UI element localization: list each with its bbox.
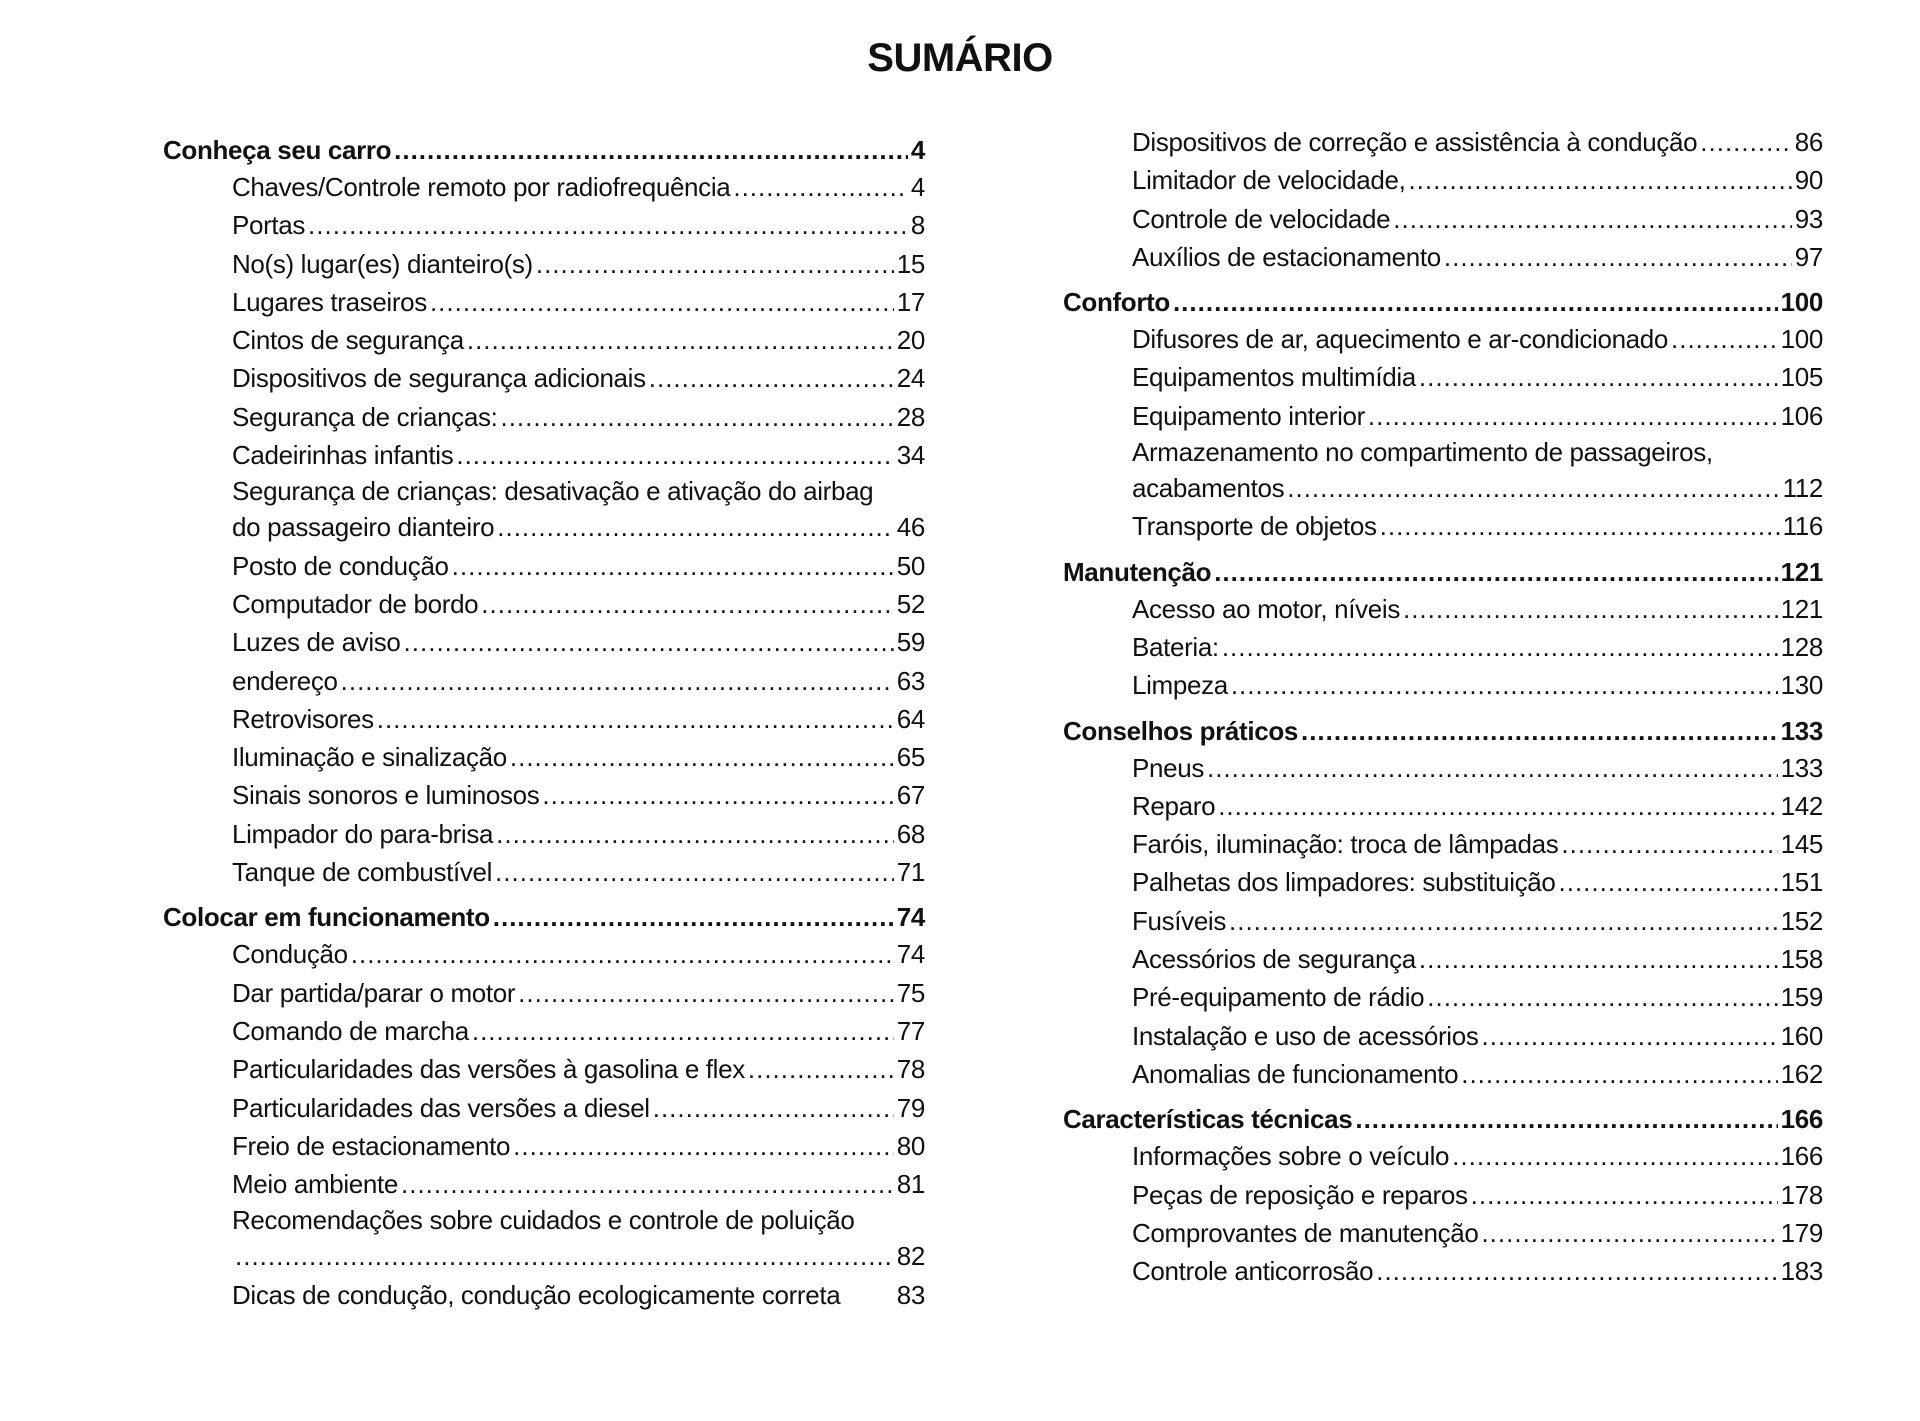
toc-entry[interactable] [163,815,925,853]
toc-row[interactable] [163,1012,925,1050]
entry-title: Comprovantes de manutenção [1132,1217,1479,1248]
entry-title: Cadeirinhas infantis [232,440,454,471]
toc-entry[interactable] [1063,863,1823,901]
toc-row[interactable] [1063,276,1823,320]
dot-leader [430,283,894,321]
toc-row[interactable] [163,1050,925,1088]
entry-title: Cintos de segurança [232,325,464,356]
entry-title: Bateria: [1132,631,1219,662]
toc-row[interactable] [163,1127,925,1165]
section-title: Colocar em funcionamento [163,902,490,933]
dot-leader [1561,825,1777,863]
page-number: 80 [896,1130,925,1161]
toc-entry[interactable] [163,359,925,397]
toc-row[interactable] [163,853,925,891]
entry-title: Computador de bordo [232,588,479,619]
page-number: 83 [896,1279,925,1310]
entry-title: acabamentos [1132,473,1285,504]
dot-leader [1427,978,1777,1016]
toc-entry[interactable] [163,1089,925,1127]
page-number: 183 [1780,1256,1823,1287]
entry-title: Transporte de objetos [1132,511,1377,542]
entry-title: Posto de condução [232,550,449,581]
entry-title: Peças de reposição e reparos [1132,1179,1468,1210]
dot-leader [1222,628,1778,666]
entry-title: Acessórios de segurança [1132,944,1416,975]
toc-entry[interactable] [1063,590,1823,628]
dot-leader [1408,161,1791,199]
dot-leader [1403,590,1778,628]
dot-leader [1376,1252,1777,1290]
entry-title: Instalação e uso de acessórios [1132,1020,1479,1051]
toc-entry[interactable] [1063,435,1823,507]
toc-row[interactable] [1063,787,1823,825]
toc-entry[interactable] [1063,902,1823,940]
toc-row[interactable] [1063,238,1823,276]
dot-leader [1452,1137,1777,1175]
entry-title: Meio ambiente [232,1169,398,1200]
entry-title: Limpador do para-brisa [232,818,494,849]
toc-entry[interactable] [1063,1176,1823,1214]
dot-leader [536,245,894,283]
page-number: 50 [896,550,925,581]
toc-entry[interactable] [163,1203,925,1275]
toc-entry[interactable] [1063,1017,1823,1055]
toc-row[interactable] [163,935,925,973]
page-number: 34 [896,440,925,471]
page-number: 166 [1780,1104,1823,1135]
toc-row[interactable] [163,1089,925,1127]
toc-row[interactable] [1063,161,1823,199]
dot-leader [493,895,894,939]
toc-entry[interactable] [1063,749,1823,787]
dot-leader [308,206,908,244]
page-number: 75 [896,977,925,1008]
dot-leader [452,547,894,585]
toc-entry[interactable] [163,662,925,700]
toc-entry[interactable] [163,974,925,1012]
entry-title: Sinais sonoros e luminosos [232,780,540,811]
entry-title: Dicas de condução, condução ecologicamente correta [232,1279,841,1310]
toc-row[interactable] [1063,507,1823,545]
page-number: 15 [896,248,925,279]
entry-title: Controle de velocidade [1132,203,1391,234]
toc-entry[interactable] [163,321,925,359]
page-number: 159 [1780,982,1823,1013]
dot-leader [497,508,894,546]
dot-leader [1482,1017,1778,1055]
toc-row[interactable] [163,398,925,436]
entry-title: Portas [232,210,306,241]
toc-row[interactable] [1063,1055,1823,1093]
page-number: 86 [1794,127,1823,157]
entry-title: Dispositivos de segurança adicionais [232,363,646,394]
dot-leader [1173,280,1778,324]
section-title: Conheça seu carro [163,135,392,165]
entry-title: Dar partida/parar o motor [232,977,516,1008]
dot-leader [649,359,894,397]
toc-entry[interactable] [163,623,925,661]
entry-title: Equipamentos multimídia [1132,362,1416,393]
toc-row[interactable] [163,891,925,935]
page-number: 20 [896,325,925,356]
toc-entry[interactable] [163,1050,925,1088]
toc-entry[interactable] [1063,628,1823,666]
toc-row[interactable] [163,168,925,206]
page-number: 100 [1780,287,1823,318]
page-number: 133 [1780,715,1823,746]
dot-leader [1471,1176,1778,1214]
page-number: 63 [896,665,925,696]
toc-row[interactable] [163,508,925,546]
toc-row[interactable] [1063,749,1823,787]
page-number: 4 [910,172,925,202]
entry-title: Segurança de crianças: [232,401,498,432]
page-number: 121 [1780,556,1823,587]
section-title: Manutenção [1063,556,1212,587]
dot-leader [1444,238,1792,276]
toc-row[interactable] [1063,358,1823,396]
entry-title: Particularidades das versões a diesel [232,1092,650,1123]
page-number: 100 [1780,324,1823,355]
toc-row[interactable] [1063,200,1823,238]
dot-leader [456,436,893,474]
page-number: 151 [1780,867,1823,898]
toc-entry[interactable] [163,547,925,585]
toc-section[interactable] [1063,1093,1823,1137]
entry-title: Chaves/Controle remoto por radiofrequência [232,172,731,202]
entry-title: Fusíveis [1132,905,1227,936]
toc-row[interactable] [1063,902,1823,940]
page-title: SUMÁRIO [867,36,1053,80]
dot-leader [1380,507,1780,545]
toc-row[interactable] [1063,978,1823,1016]
toc-entry-title-line1: Armazenamento no compartimento de passageiros, [1132,437,1713,468]
entry-title: Difusores de ar, aquecimento e ar-condicionado [1132,324,1669,355]
toc-entry[interactable] [1063,1214,1823,1252]
page-number: 178 [1780,1179,1823,1210]
toc-row[interactable] [1063,546,1823,590]
toc-row[interactable] [163,776,925,814]
section-title: Conselhos práticos [1063,715,1298,746]
toc-entry[interactable] [1063,1137,1823,1175]
toc-entry[interactable] [1063,825,1823,863]
page-number: 79 [896,1092,925,1123]
page-number: 81 [896,1169,925,1200]
toc-row[interactable] [1063,397,1823,435]
dot-leader [1301,709,1778,753]
entry-title: do passageiro dianteiro [232,512,495,543]
page-number: 158 [1780,944,1823,975]
page-number: 106 [1780,400,1823,431]
toc-row[interactable] [163,245,925,283]
toc-entry[interactable] [163,245,925,283]
toc-entry[interactable] [1063,666,1823,704]
toc-row[interactable] [163,1165,925,1203]
page-number: 59 [896,627,925,658]
toc-entry-title-line1: Recomendações sobre cuidados e controle de poluição [232,1205,855,1236]
page-number: 71 [896,857,925,888]
dot-leader [1214,550,1777,594]
toc-entry[interactable] [1063,320,1823,358]
toc-entry[interactable] [163,283,925,321]
toc-row[interactable] [163,815,925,853]
dot-leader [1231,666,1778,704]
dot-leader [377,700,894,738]
toc-section[interactable] [1063,276,1823,320]
dot-leader [394,128,908,172]
toc-entry[interactable] [163,474,925,546]
dot-leader [351,935,894,973]
page-number: 130 [1780,670,1823,701]
page-number: 74 [896,939,925,970]
page-number: 116 [1782,511,1823,542]
page-number: 64 [896,703,925,734]
page-number: 160 [1780,1020,1823,1051]
page-number: 142 [1780,790,1823,821]
toc-row[interactable] [1063,590,1823,628]
toc-left-column [163,128,925,1314]
dot-leader [653,1089,894,1127]
dot-leader [1355,1097,1777,1141]
entry-title: Tanque de combustível [232,857,493,888]
toc-row[interactable] [163,1237,925,1275]
page-number: 179 [1780,1217,1823,1248]
entry-title: Dispositivos de correção e assistência à condução [1132,127,1698,157]
toc-row[interactable] [163,359,925,397]
page-number: 67 [896,780,925,811]
toc-entry[interactable] [1063,397,1823,435]
page-number: 4 [910,135,925,165]
toc-row[interactable] [1063,628,1823,666]
entry-title: Limitador de velocidade, [1132,165,1406,196]
page-number: 93 [1794,203,1823,234]
entry-title: Pneus [1132,752,1204,783]
toc-row[interactable] [163,662,925,700]
page-number: 24 [896,363,925,394]
dot-leader [481,585,893,623]
toc-row[interactable] [163,974,925,1012]
toc-row[interactable] [1063,469,1823,507]
page-number: 28 [896,401,925,432]
toc-row[interactable] [1063,940,1823,978]
toc-row[interactable] [1063,666,1823,704]
section-title: Conforto [1063,287,1170,318]
page-number: 65 [896,742,925,773]
entry-title: Anomalias de funcionamento [1132,1058,1459,1089]
page-number: 162 [1780,1058,1823,1089]
entry-title: Faróis, iluminação: troca de lâmpadas [1132,829,1559,860]
entry-title: Acesso ao motor, níveis [1132,593,1400,624]
toc-entry[interactable] [1063,358,1823,396]
page-number: 112 [1782,473,1823,504]
entry-title: Iluminação e sinalização [232,742,507,773]
dot-leader [1419,940,1778,978]
toc-entry[interactable] [163,1012,925,1050]
toc-entry[interactable] [163,700,925,738]
page-number: 90 [1794,165,1823,196]
section-title: Características técnicas [1063,1104,1353,1135]
dot-leader [542,776,893,814]
dot-leader [1229,902,1778,940]
page-number: 77 [896,1015,925,1046]
toc-entry-title-line1: Segurança de crianças: desativação e ativação do airbag [232,476,874,507]
entry-title: endereço [232,665,338,696]
toc-section[interactable] [1063,705,1823,749]
toc-row[interactable] [1063,1093,1823,1137]
toc-section[interactable] [163,891,925,935]
toc-entry[interactable] [163,853,925,891]
page-number: 121 [1780,593,1823,624]
toc-entry[interactable] [1063,940,1823,978]
page-number: 82 [896,1241,925,1272]
dot-leader [1419,358,1778,396]
dot-leader [404,623,894,661]
entry-title: Pré-equipamento de rádio [1132,982,1425,1013]
toc-entry[interactable] [1063,507,1823,545]
toc-row[interactable] [163,738,925,776]
toc-row[interactable] [163,1276,925,1314]
dot-leader [1368,397,1778,435]
toc-row[interactable] [1063,1214,1823,1252]
dot-leader [496,815,894,853]
toc-row[interactable] [163,700,925,738]
dot-leader [1461,1055,1777,1093]
toc-entry[interactable] [163,585,925,623]
toc-entry[interactable] [163,738,925,776]
page-number: 78 [896,1054,925,1085]
toc-right-column [1063,123,1823,1290]
page-number: 8 [910,210,925,241]
entry-title: Palhetas dos limpadores: substituição [1132,867,1556,898]
toc-row[interactable] [163,128,925,168]
dot-leader [401,1165,894,1203]
dot-leader [341,662,894,700]
toc-row[interactable] [1063,320,1823,358]
entry-title: Informações sobre o veículo [1132,1141,1450,1172]
entry-title: Reparo [1132,790,1216,821]
toc-entry[interactable] [163,398,925,436]
dot-leader [513,1127,894,1165]
toc-row[interactable] [1063,825,1823,863]
toc-entry[interactable] [163,935,925,973]
toc-entry[interactable] [1063,978,1823,1016]
dot-leader [1218,787,1777,825]
toc-row[interactable] [1063,1137,1823,1175]
dot-leader [733,168,908,206]
dot-leader [1287,469,1779,507]
toc-entry[interactable] [1063,200,1823,238]
entry-title: Condução [232,939,348,970]
page-number: 74 [896,902,925,933]
toc-row[interactable] [163,321,925,359]
page-number: 152 [1780,905,1823,936]
toc-entry[interactable] [1063,1055,1823,1093]
dot-leader [518,974,894,1012]
entry-title: Comando de marcha [232,1015,469,1046]
toc-row[interactable] [1063,1017,1823,1055]
dot-leader [235,1237,894,1275]
toc-entry[interactable] [1063,161,1823,199]
dot-leader [748,1050,894,1088]
entry-title: Equipamento interior [1132,400,1365,431]
page-number: 128 [1780,631,1823,662]
dot-leader [510,738,894,776]
entry-title: Lugares traseiros [232,286,427,317]
toc-row[interactable] [163,547,925,585]
toc-row[interactable] [163,585,925,623]
toc-entry[interactable] [163,206,925,244]
toc-row[interactable] [163,436,925,474]
toc-row[interactable] [163,206,925,244]
entry-title: Freio de estacionamento [232,1130,511,1161]
toc-row[interactable] [1063,863,1823,901]
page-number: 97 [1794,241,1823,272]
dot-leader [1207,749,1778,787]
entry-title: Controle anticorrosão [1132,1256,1374,1287]
dot-leader [467,321,894,359]
dot-leader [500,398,893,436]
toc-entry[interactable] [1063,787,1823,825]
dot-leader [495,853,894,891]
toc-row[interactable] [163,283,925,321]
dot-leader [1671,320,1778,358]
toc-entry[interactable] [163,1127,925,1165]
toc-entry[interactable] [1063,123,1823,161]
page-number: 166 [1780,1141,1823,1172]
toc-row[interactable] [1063,123,1823,161]
dot-leader [1481,1214,1777,1252]
entry-title: Auxílios de estacionamento [1132,241,1441,272]
toc-row[interactable] [1063,1252,1823,1290]
toc-section[interactable] [163,128,925,168]
page-number: 105 [1780,362,1823,393]
entry-title: Limpeza [1132,670,1228,701]
page-number: 68 [896,818,925,849]
dot-leader [1393,200,1792,238]
entry-title: Particularidades das versões à gasolina e flex [232,1054,745,1085]
page-number: 46 [896,512,925,543]
toc-entry[interactable] [163,1165,925,1203]
toc-section[interactable] [1063,546,1823,590]
toc-entry[interactable] [1063,238,1823,276]
toc-entry[interactable] [163,1276,925,1314]
page-number: 52 [896,588,925,619]
page-number: 17 [896,286,925,317]
toc-entry[interactable] [1063,1252,1823,1290]
toc-row[interactable] [1063,1176,1823,1214]
dot-leader [472,1012,894,1050]
toc-entry[interactable] [163,436,925,474]
entry-title: No(s) lugar(es) dianteiro(s) [232,248,533,279]
dot-leader [1700,123,1791,161]
entry-title: Luzes de aviso [232,627,401,658]
page-number: 133 [1780,752,1823,783]
toc-row[interactable] [1063,705,1823,749]
page-number: 145 [1780,829,1823,860]
toc-entry[interactable] [163,776,925,814]
toc-entry[interactable] [163,168,925,206]
dot-leader [1559,863,1778,901]
toc-row[interactable] [163,623,925,661]
entry-title: Retrovisores [232,703,374,734]
